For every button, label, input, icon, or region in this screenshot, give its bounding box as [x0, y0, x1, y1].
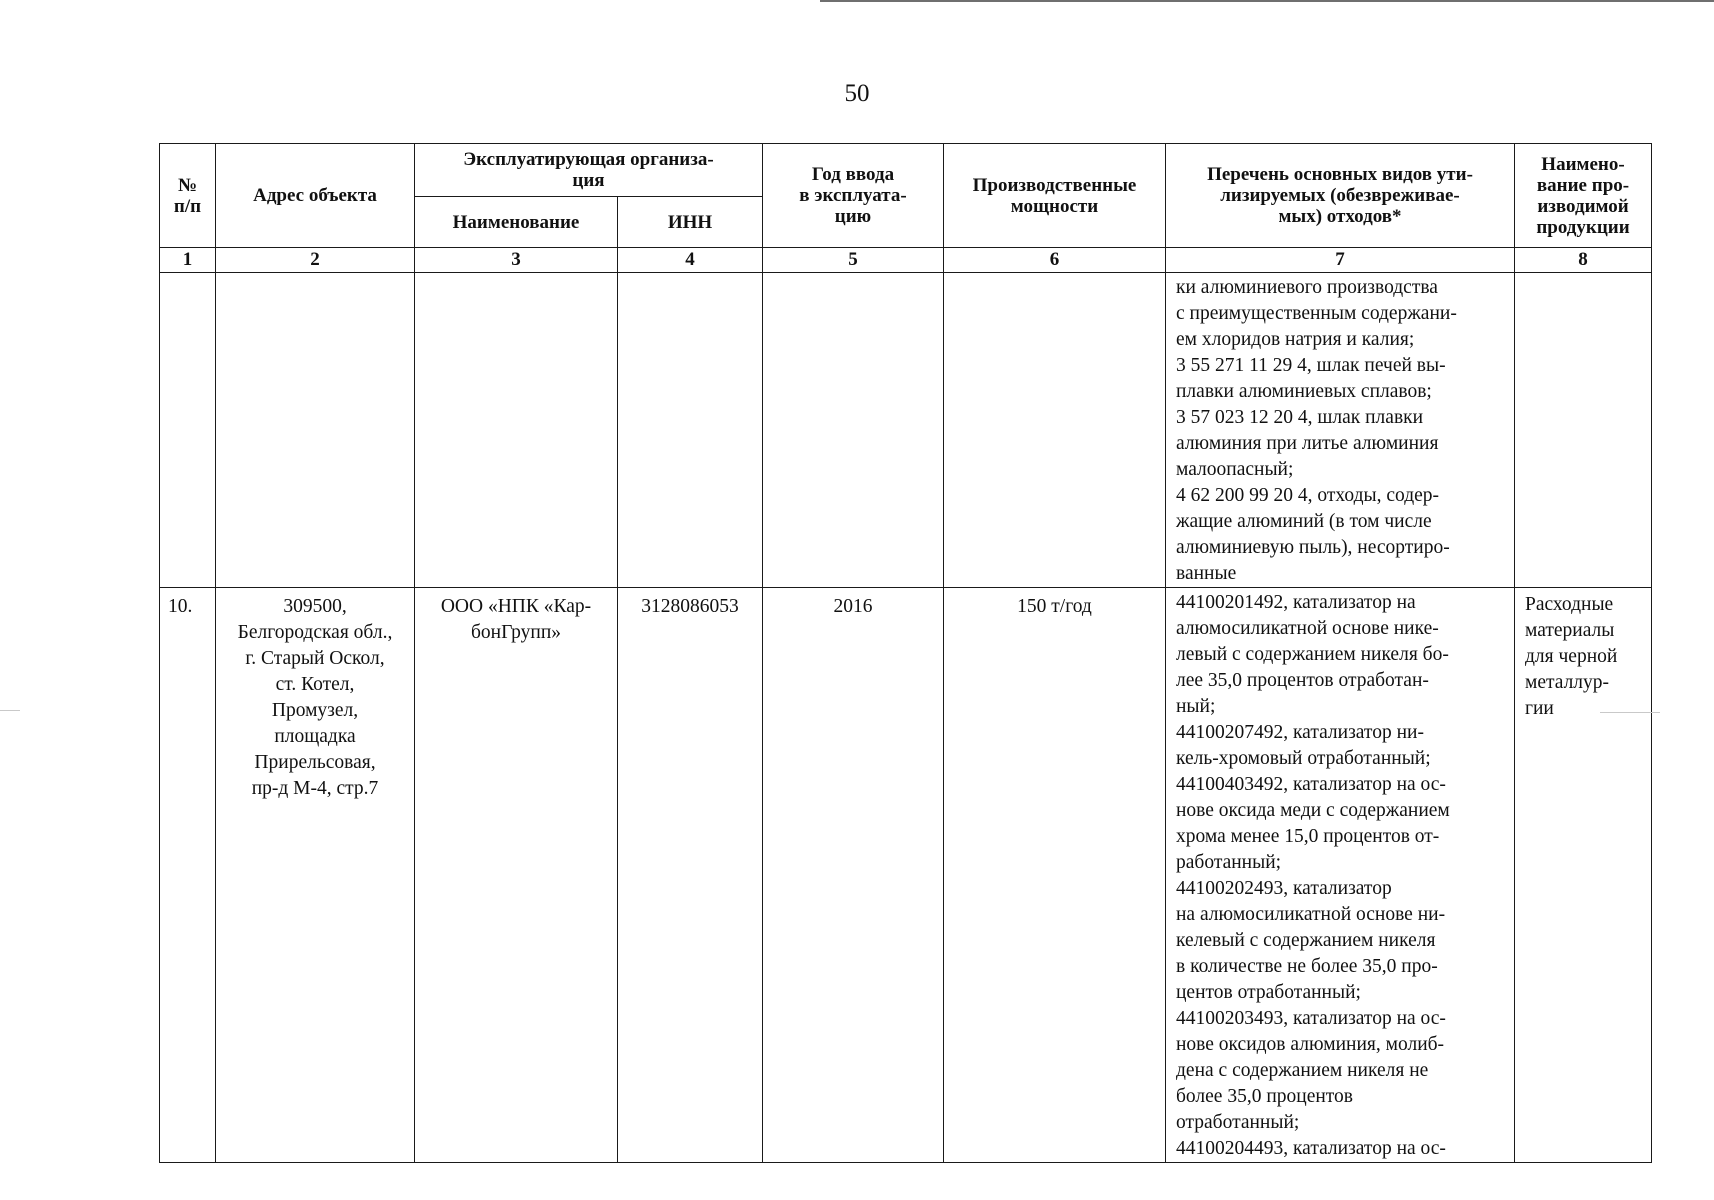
header-products: Наимено- вание про- изводимой продукции	[1515, 144, 1652, 248]
column-number: 2	[216, 248, 415, 273]
header-address: Адрес объекта	[216, 144, 415, 248]
scan-artifact	[0, 710, 20, 711]
header-operator-inn: ИНН	[618, 197, 763, 248]
cell-products	[1515, 273, 1652, 588]
column-number: 8	[1515, 248, 1652, 273]
cell-wastes: 44100201492, катализатор на алюмосиликатной основе нике- левый с содержанием никеля бо- лее 35,0 процентов отработан- ный; 44100207492, катализатор ни- кель-хромовый отработанный; 44100403492, катализатор на ос- нове оксида меди с содержанием хрома менее 15,0 процентов от- работанный; 44100202493, катализатор на алюмосиликатной основе ни- келевый с содержанием никеля в количестве не более 35,0 про- центов отработанный; 44100203493, катализатор на ос- нове оксидов алюминия, молиб- дена с содержанием никеля не более 35,0 процентов отработанный; 44100204493, катализатор на ос-	[1166, 588, 1515, 1163]
cell-year: 2016	[763, 588, 944, 1163]
table-row	[160, 588, 1652, 1163]
cell-num	[160, 273, 216, 588]
cell-year	[763, 273, 944, 588]
page-number: 50	[844, 80, 870, 107]
scan-artifact	[1600, 712, 1660, 713]
column-number: 5	[763, 248, 944, 273]
cell-address: 309500, Белгородская обл., г. Старый Оскол, ст. Котел, Промузел, площадка Прирельсовая, пр-д М-4, стр.7	[216, 588, 415, 1163]
column-number: 4	[618, 248, 763, 273]
cell-operator-name	[415, 273, 618, 588]
scan-edge-line	[820, 0, 1714, 2]
column-number-row	[160, 248, 1652, 273]
table-row	[160, 273, 1652, 588]
cell-capacity	[944, 273, 1166, 588]
cell-num: 10.	[160, 588, 216, 1163]
cell-operator-name: ООО «НПК «Кар- бонГрупп»	[415, 588, 618, 1163]
header-operator-group: Эксплуатирующая организа- ция	[415, 144, 763, 197]
cell-capacity: 150 т/год	[944, 588, 1166, 1163]
column-number: 7	[1166, 248, 1515, 273]
cell-wastes: ки алюминиевого производства с преимущественным содержани- ем хлоридов натрия и калия; 3 55 271 11 29 4, шлак печей вы- плавки алюминиевых сплавов; 3 57 023 12 20 4, шлак плавки алюминия при литье алюминия малоопасный; 4 62 200 99 20 4, отходы, содер- жащие алюминий (в том числе алюминиевую пыль), несортиро- ванные	[1166, 273, 1515, 588]
column-number: 1	[160, 248, 216, 273]
waste-facilities-table	[159, 143, 1652, 1163]
header-operator-name: Наименование	[415, 197, 618, 248]
header-year: Год ввода в эксплуата- цию	[763, 144, 944, 248]
header-capacity: Производственные мощности	[944, 144, 1166, 248]
column-number: 6	[944, 248, 1166, 273]
column-number: 3	[415, 248, 618, 273]
cell-inn	[618, 273, 763, 588]
cell-inn: 3128086053	[618, 588, 763, 1163]
cell-products: Расходные материалы для черной металлур- гии	[1515, 588, 1652, 1163]
header-num: № п/п	[160, 144, 216, 248]
header-wastes: Перечень основных видов ути- лизируемых (обезвреживае- мых) отходов*	[1166, 144, 1515, 248]
cell-address	[216, 273, 415, 588]
